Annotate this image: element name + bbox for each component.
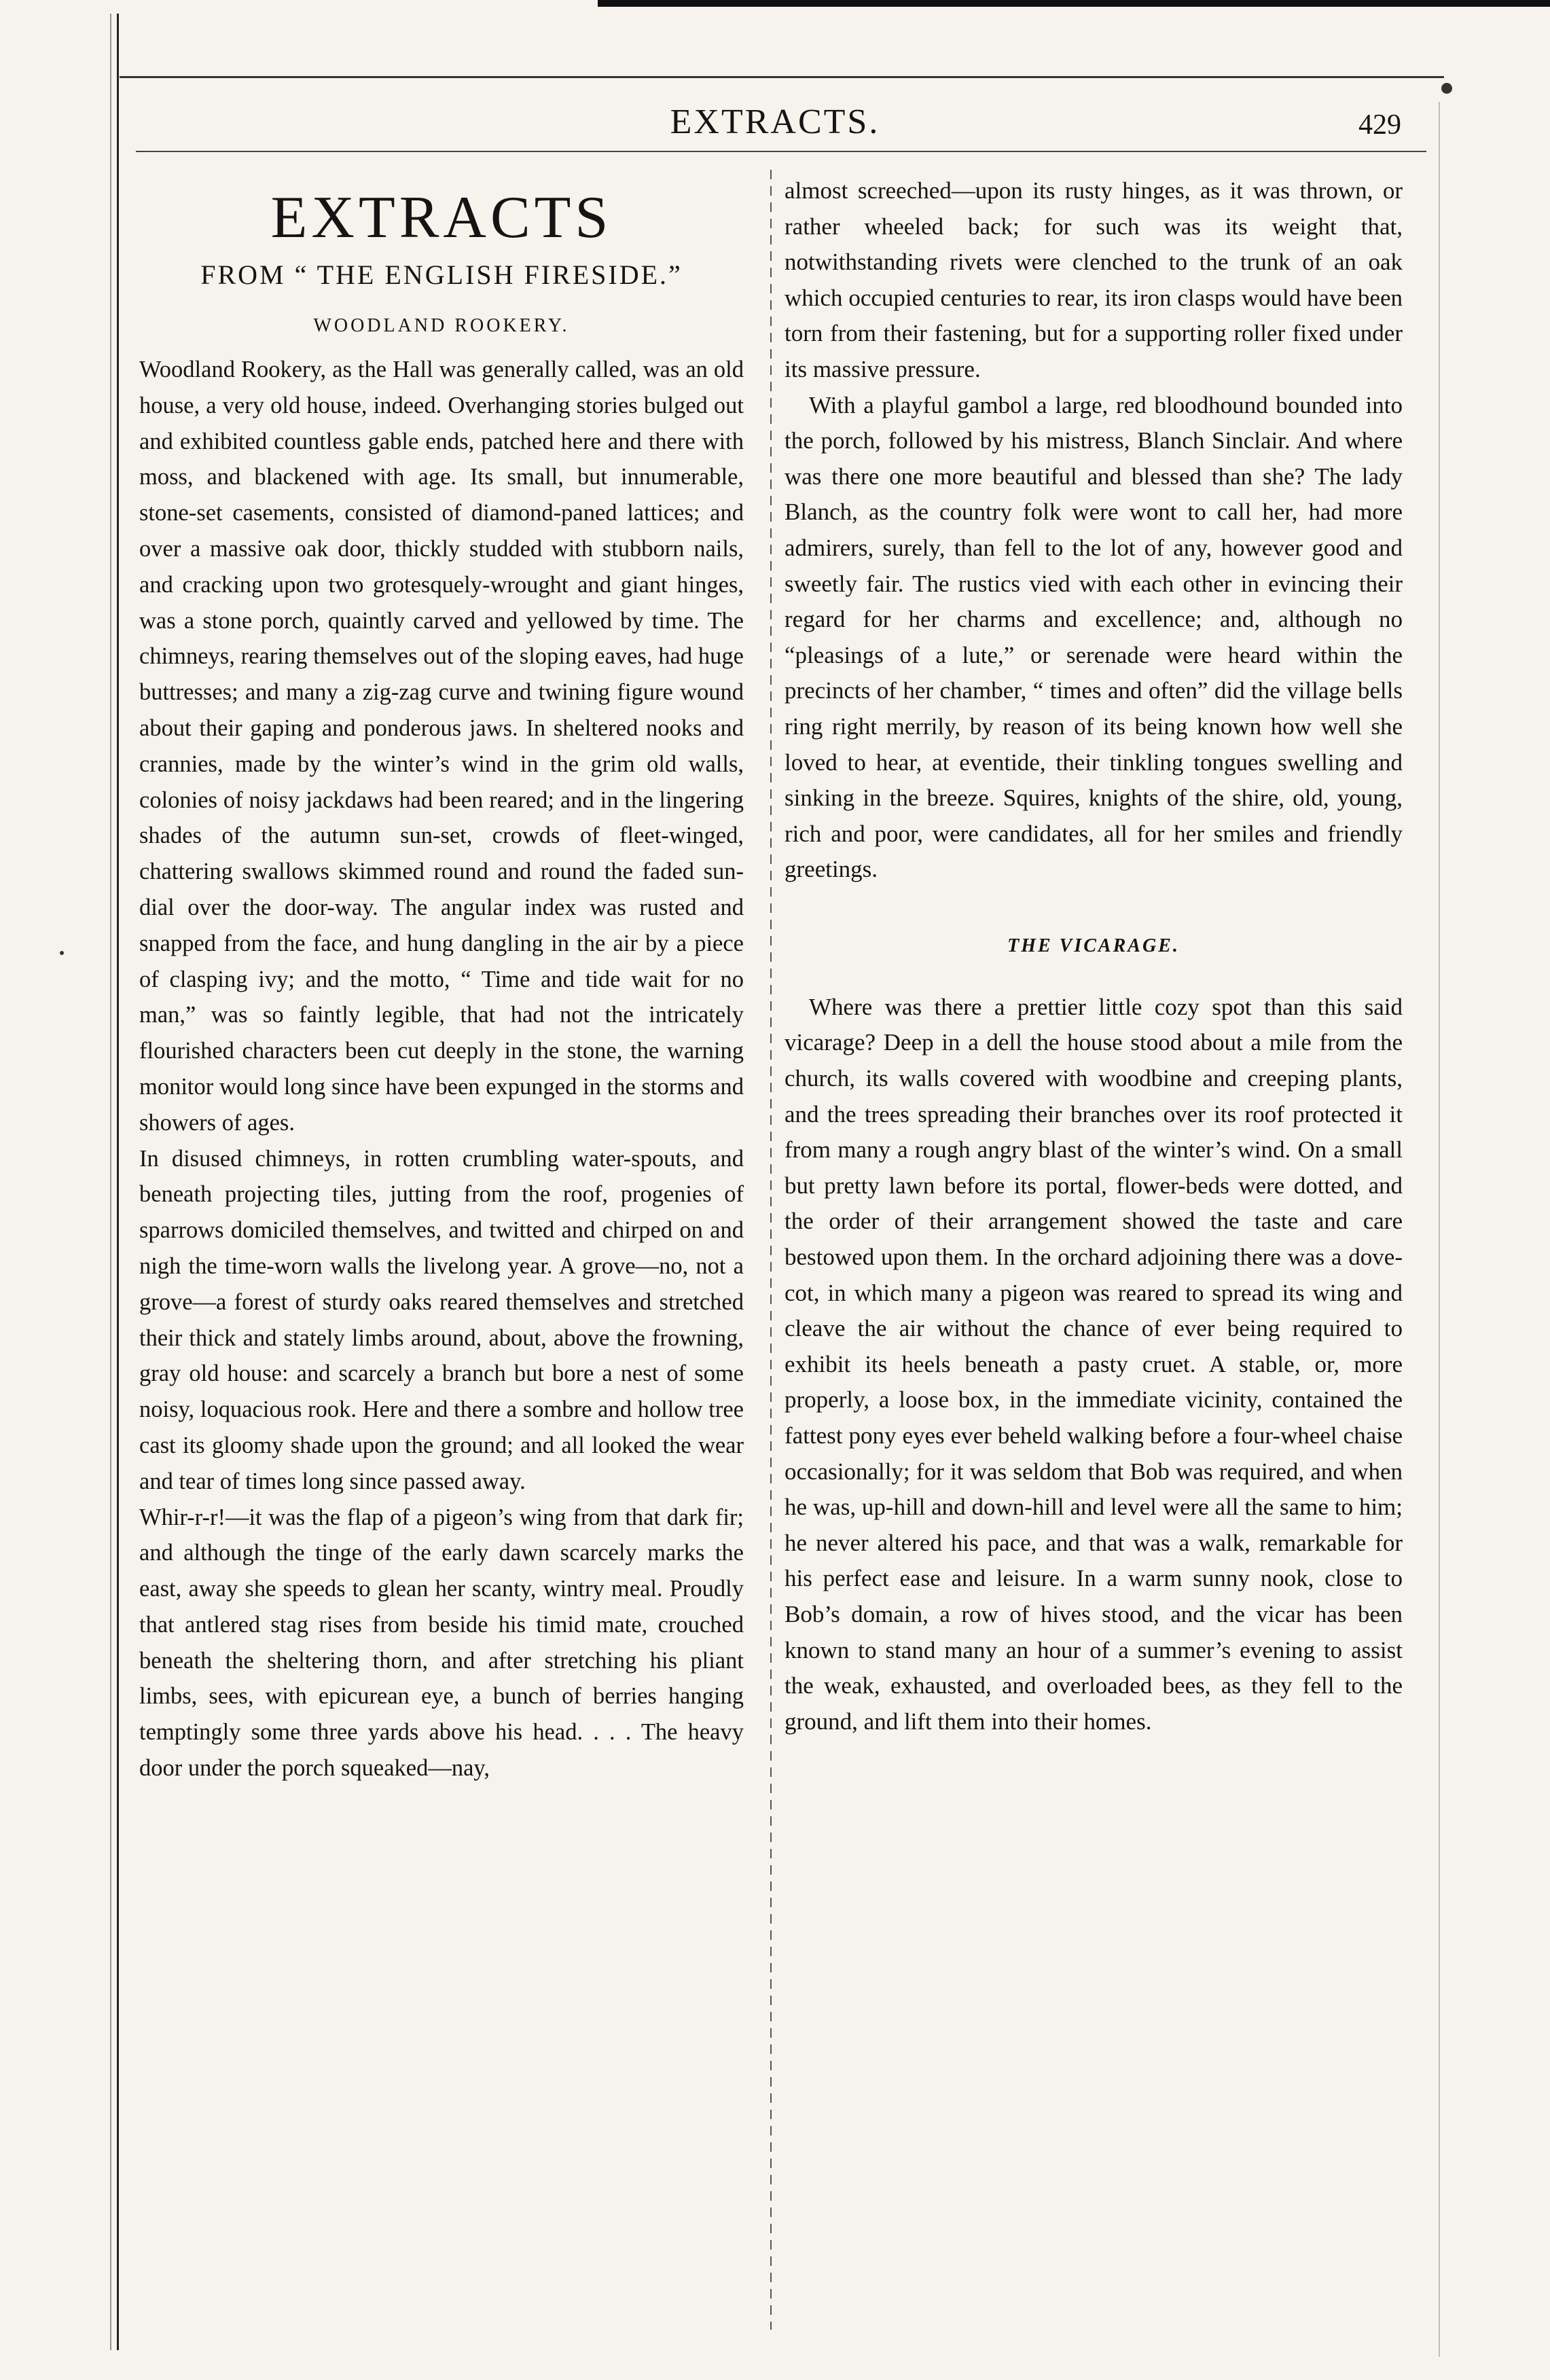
- left-column: [139, 173, 744, 1786]
- paragraph: Where was there a prettier little cozy spot than this said vicarage? Deep in a dell the house stood about a mile from the church, its walls covered with woodbine and creeping plants, and the trees spreading their branches over its roof protected it from many a rough angry blast of the winter’s wind. On a small but pretty lawn before its portal, flower-beds were dotted, and the order of their arrangement showed the taste and care bestowed upon them. In the orchard adjoining there was a dove-cot, in which many a pigeon was reared to spread its wing and cleave the air without the chance of ever being required to exhibit its heels beneath a pasty cruet. A stable, or, more properly, a loose box, in the immediate vicinity, contained the fattest pony eyes ever beheld walking before a four-wheel chaise occasionally; for it was seldom that Bob was required, and when he was, up-hill and down-hill and level were all the same to him; he never altered his pace, and that was a walk, remarkable for his perfect ease and leisure. In a warm sunny nook, close to Bob’s domain, a row of hives stood, and the vicar has been known to stand many an hour of a summer’s evening to assist the weak, exhausted, and overloaded bees, as they fell to the ground, and lift them into their homes.: [785, 993, 1403, 1735]
- column-divider: [770, 170, 772, 2330]
- paragraph: almost screeched—upon its rusty hinges, as it was thrown, or rather wheeled back; for such was its weight that, notwithstanding rivets were clenched to the trunk of an oak which occupied centuries to rear, its iron clasps would have been torn from their fastening, but for a supporting roller fixed under its massive pressure.: [785, 177, 1403, 382]
- right-border-rule: [1439, 102, 1440, 2357]
- running-head: EXTRACTS.: [670, 103, 880, 141]
- top-edge-rule: [598, 0, 1550, 7]
- page-number: 429: [1358, 109, 1401, 141]
- paragraph: Woodland Rookery, as the Hall was generally called, was an old house, a very old house, indeed. Overhanging stories bulged out and exhibited countless gable ends, patched here and there with moss, and blackened with age. Its small, but innumerable, stone-set casements, consisted of diamond-paned lattices; and over a massive oak door, thickly studded with stubborn nails, and cracking upon two grotesquely-wrought and giant hinges, was a stone porch, quaintly carved and yellowed by time. The chimneys, rearing themselves out of the sloping eaves, had huge buttresses; and many a zig-zag curve and twining figure wound about their gaping and ponderous jaws. In sheltered nooks and crannies, made by the winter’s wind in the grim old walls, colonies of noisy jackdaws had been reared; and in the lingering shades of the autumn sun-set, crowds of fleet-winged, chattering swallows skimmed round and round the faded sun-dial over the door-way. The angular index was rusted and snapped from the face, and hung dangling in the air by a piece of clasping ivy; and the motto, “ Time and tide wait for no man,” was so faintly legible, that had not the intricately flourished characters been cut deeply in the stone, the warning monitor would long since have been expunged in the storms and showers of ages.: [139, 357, 744, 1136]
- section-heading-vicarage: THE VICARAGE.: [1007, 935, 1180, 956]
- left-border-rule: [117, 14, 119, 2350]
- section-heading-woodland-rookery: WOODLAND ROOKERY.: [313, 315, 570, 336]
- ink-spot: [1441, 83, 1452, 94]
- article-title: EXTRACTS: [270, 185, 613, 251]
- right-column: [785, 173, 1403, 1739]
- article-subtitle: FROM “ THE ENGLISH FIRESIDE.”: [200, 259, 683, 290]
- left-border-rule-outer: [110, 14, 111, 2350]
- paragraph: Whir-r-r!—it was the flap of a pigeon’s wing from that dark fir; and although the tinge of the early dawn scarcely marks the east, away she speeds to glean her scanty, wintry meal. Proudly that antlered stag rises from beside his timid mate, crouched beneath the sheltering thorn, and after stretching his pliant limbs, sees, with epicurean eye, a bunch of berries hanging temptingly some three yards above his head. . . . The heavy door under the porch squeaked—nay,: [139, 1504, 744, 1782]
- header-rule-top: [120, 76, 1444, 78]
- header-rule-bottom: [136, 151, 1426, 152]
- paragraph: With a playful gambol a large, red bloodhound bounded into the porch, followed by his mistress, Blanch Sinclair. And where was there one more beautiful and blessed than she? The lady Blanch, as the country folk were wont to call her, had more admirers, surely, than fell to the lot of any, however good and sweetly fair. The rustics vied with each other in evincing their regard for her charms and excellence; and, although no “pleasings of a lute,” or serenade were heard within the precincts of her chamber, “ times and often” did the village bells ring right merrily, by reason of its being known how well she loved to hear, at eventide, their tinkling tongues swelling and sinking in the breeze. Squires, knights of the shire, old, young, rich and poor, were candidates, all for her smiles and friendly greetings.: [785, 391, 1403, 883]
- paragraph: In disused chimneys, in rotten crumbling water-spouts, and beneath projecting tiles, jutting from the roof, progenies of sparrows domiciled themselves, and twitted and chirped on and nigh the time-worn walls the livelong year. A grove—no, not a grove—a forest of sturdy oaks reared themselves and stretched their thick and stately limbs around, about, above the frowning, gray old house: and scarcely a branch but bore a nest of some noisy, loquacious rook. Here and there a sombre and hollow tree cast its gloomy shade upon the ground; and all looked the wear and tear of times long since passed away.: [139, 1145, 744, 1494]
- ink-spot: [60, 951, 64, 955]
